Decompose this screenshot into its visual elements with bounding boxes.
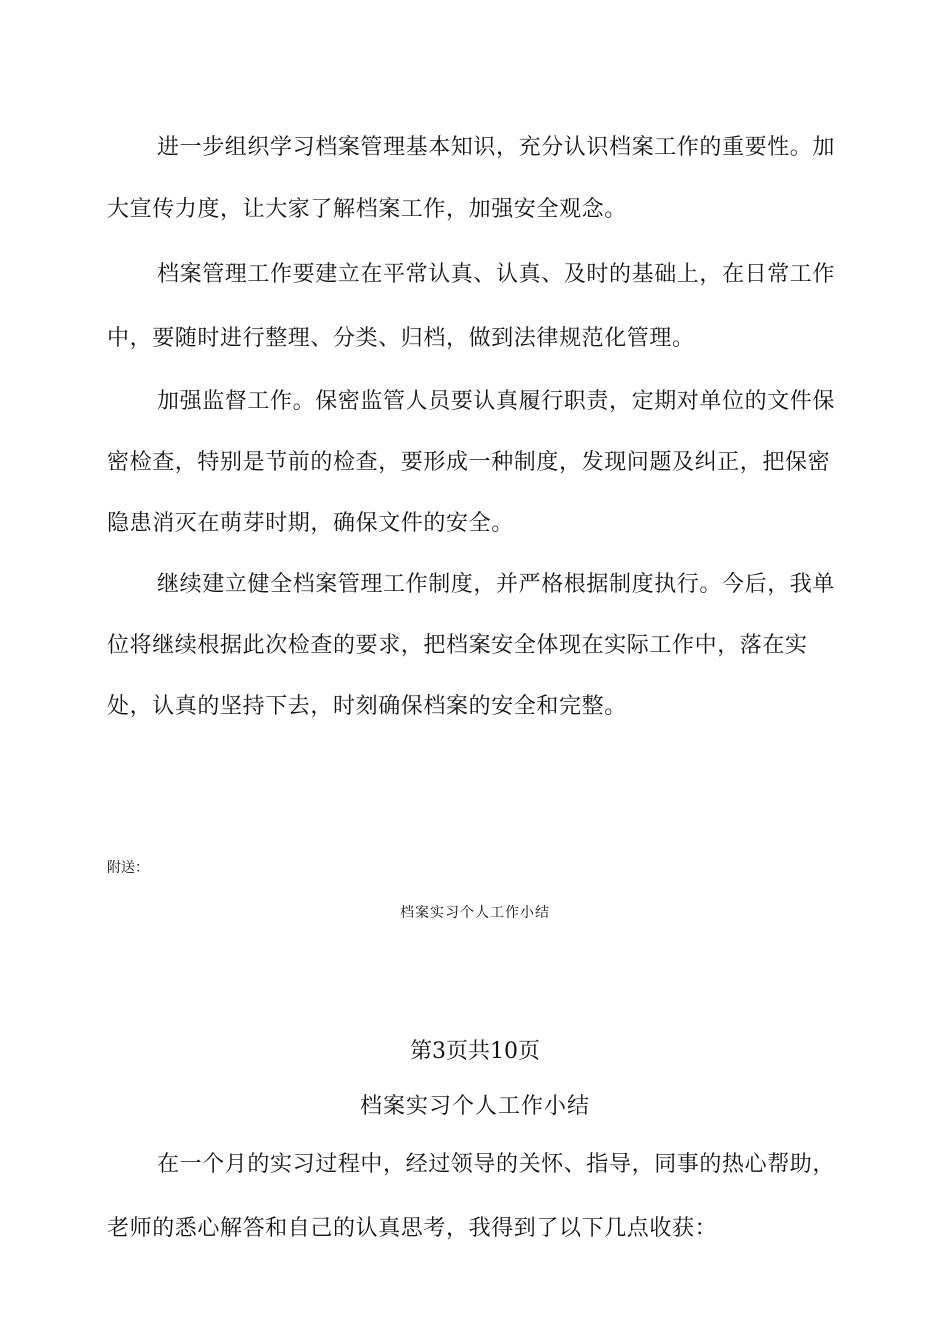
paragraph-2-line-1: 档案管理工作要建立在平常认真、认真、及时的基础上，在日常工作 [157,262,836,287]
paragraph-4-line-1: 继续建立健全档案管理工作制度，并严格根据制度执行。今后，我单 [157,572,836,597]
section-line-1: 在一个月的实习过程中，经过领导的关怀、指导，同事的热心帮助， [157,1152,836,1177]
paragraph-4-line-3: 处，认真的坚持下去，时刻确保档案的安全和完整。 [107,694,627,719]
section-line-2: 老师的悉心解答和自己的认真思考，我得到了以下几点收获： [107,1216,718,1241]
paragraph-3-line-2: 密检查，特别是节前的检查，要形成一种制度，发现问题及纠正，把保密 [107,450,831,475]
appendix-label: 附送： [107,860,149,876]
paragraph-3-line-1: 加强监督工作。保密监管人员要认真履行职责，定期对单位的文件保 [157,389,836,414]
paragraph-3-line-3: 隐患消灭在萌芽时期，确保文件的安全。 [107,511,514,536]
section-title: 档案实习个人工作小结 [359,1094,590,1119]
page-number: 第3页共10页 [410,1039,540,1064]
paragraph-4-line-2: 位将继续根据此次检查的要求，把档案安全体现在实际工作中，落在实 [107,633,808,658]
paragraph-1-line-2: 大宣传力度，让大家了解档案工作，加强安全观念。 [107,197,627,222]
paragraph-2-line-2: 中，要随时进行整理、分类、归档，做到法律规范化管理。 [107,326,695,351]
paragraph-1-line-1: 进一步组织学习档案管理基本知识，充分认识档案工作的重要性。加 [157,135,836,160]
appendix-small-title: 档案实习个人工作小结 [400,905,550,921]
